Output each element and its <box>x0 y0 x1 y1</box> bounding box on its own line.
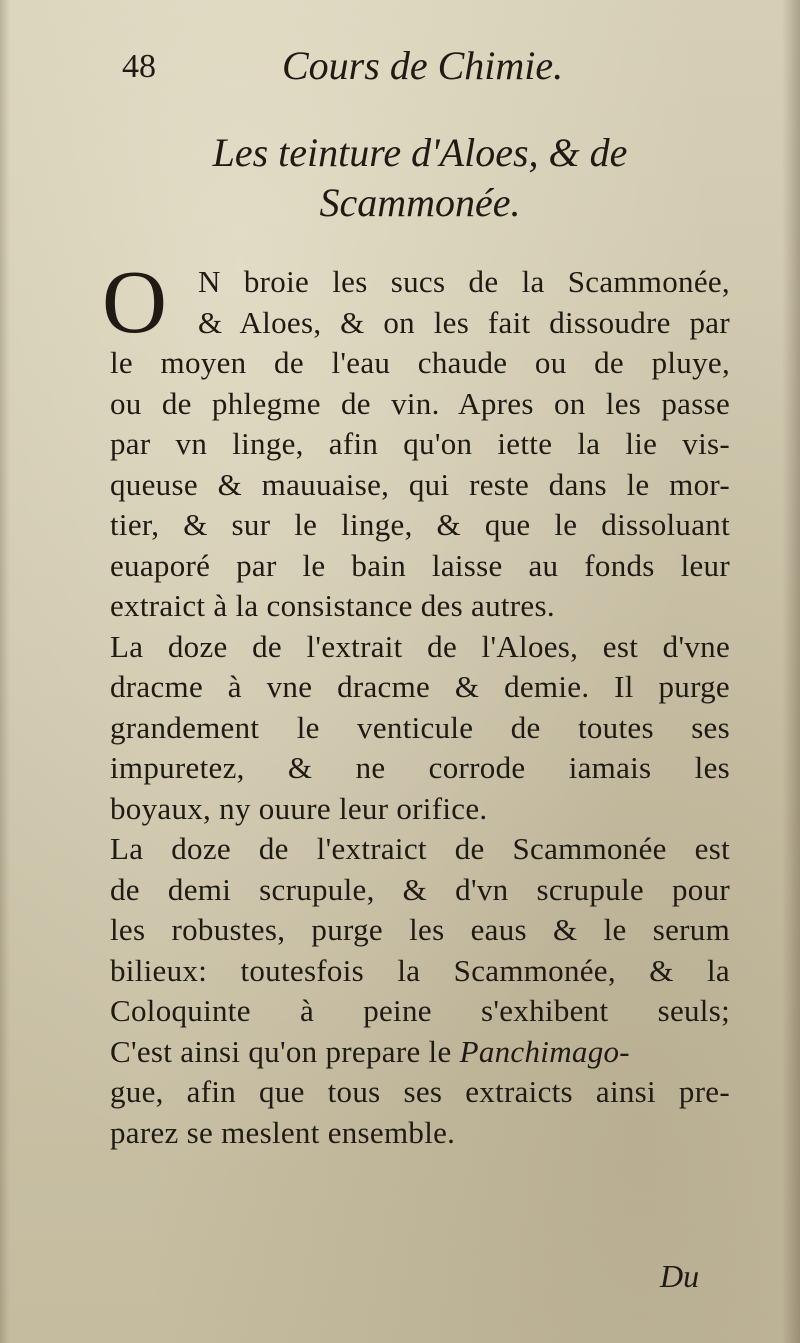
page-number: 48 <box>122 48 156 85</box>
text-line: N broie les sucs de la Scammonée, <box>198 264 730 299</box>
text-line: les robustes, purge les eaus & le serum <box>110 912 730 947</box>
paragraph-1 <box>102 253 730 627</box>
text-line: La doze de l'extrait de l'Aloes, est d'vne <box>110 628 730 664</box>
text-line: queuse & mauuaise, qui reste dans le mor- <box>110 466 730 502</box>
text-line: ou de phlegme de vin. Apres on les passe <box>110 385 730 421</box>
body-text <box>102 253 730 1153</box>
text-line: le moyen de l'eau chaude ou de pluye, <box>110 345 730 380</box>
text-line: euaporé par le bain laisse au fonds leur <box>110 547 730 583</box>
paragraph-3 <box>110 829 730 1153</box>
text-line: La doze de l'extraict de Scammonée est <box>110 831 730 866</box>
text-line: extraict à la consistance des autres. <box>110 588 555 623</box>
text-line: Coloquinte à peine s'exhibent seuls; <box>110 993 730 1028</box>
chapter-title-line-2: Scammonée. <box>319 180 521 225</box>
catchword: Du <box>660 1258 700 1294</box>
running-title: Cours de Chimie. <box>282 43 564 88</box>
text-line: tier, & sur le linge, & que le dissoluant <box>110 507 730 542</box>
page-right-shadow <box>782 0 800 1343</box>
text-line: gue, afin que tous ses extraicts ainsi pre- <box>110 1074 730 1109</box>
text-line-mixed <box>110 1032 730 1073</box>
chapter-title-line-1: Les teinture d'Aloes, & de <box>212 130 628 175</box>
text-line: bilieux: toutesfois la Scammonée, & la <box>110 952 730 988</box>
text-line: par vn linge, afin qu'on iette la lie vis- <box>110 426 730 461</box>
page-left-shadow <box>0 0 10 1343</box>
chapter-title <box>100 128 740 228</box>
drop-cap: O <box>102 253 168 352</box>
text-line: impuretez, & ne corrode iamais les <box>110 750 730 785</box>
text-line: grandement le venticule de toutes ses <box>110 709 730 745</box>
text-line-part: C'est ainsi qu'on prepare le <box>110 1033 460 1069</box>
paragraph-2 <box>110 627 730 830</box>
text-line: de demi scrupule, & d'vn scrupule pour <box>110 871 730 907</box>
text-line: & Aloes, & on les fait dissoudre par <box>198 304 730 340</box>
text-line: dracme à vne dracme & demie. Il purge <box>110 669 730 704</box>
text-line: boyaux, ny ouure leur orifice. <box>110 790 488 826</box>
running-head <box>110 42 630 98</box>
italic-word: Panchimago- <box>459 1033 630 1069</box>
text-line: parez se meslent ensemble. <box>110 1114 456 1150</box>
